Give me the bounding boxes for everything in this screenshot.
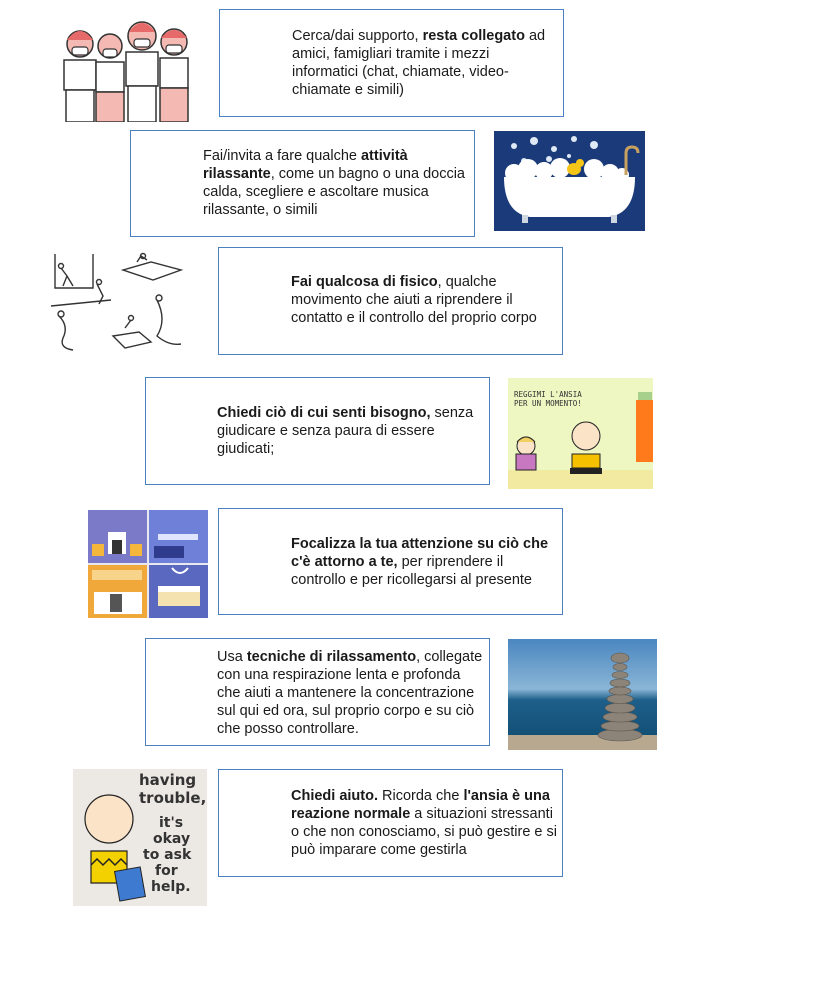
tip-text-7 <box>291 787 557 859</box>
tip-7-run-1: Chiedi aiuto. <box>291 788 378 804</box>
tip-text-1 <box>292 27 554 99</box>
people-hugging-image <box>58 14 200 122</box>
help-text-6: for <box>155 863 178 879</box>
help-text-1: having <box>139 771 197 789</box>
tip-text-4 <box>217 404 479 458</box>
charlie-brown-image <box>73 769 207 906</box>
help-text-5: to ask <box>143 847 192 863</box>
comic-caption-2: PER UN MOMENTO! <box>514 399 582 408</box>
tip-5-run-1: Focalizza la tua attenzione su ciò che c'è attorno a te, <box>291 536 549 570</box>
tip-2-run-3: , come un bagno o una doccia calda, scegliere e ascoltare musica rilassante, o simili <box>203 166 465 218</box>
tip-7-run-3: l'ansia è una reazione normale <box>291 788 550 822</box>
tip-text-3 <box>291 273 555 327</box>
tip-7-run-2: Ricorda che <box>378 788 464 804</box>
tip-2-run-1: Fai/invita a fare qualche <box>203 148 361 164</box>
tip-text-6 <box>217 648 483 738</box>
tip-text-5 <box>291 535 551 589</box>
bathtub-image <box>494 131 645 231</box>
help-text-4: okay <box>153 831 191 847</box>
tip-1-run-2: resta collegato <box>422 28 525 44</box>
tip-1-run-1: Cerca/dai supporto, <box>292 28 423 44</box>
tip-text-2 <box>203 147 465 219</box>
tip-4-run-2: senza giudicare e senza paura di essere giudicati; <box>217 405 474 457</box>
tip-7-run-4: a situazioni stressanti o che non conosciamo, si può gestire e si può imparare come gestirla <box>291 806 557 858</box>
tip-4-run-1: Chiedi ciò di cui senti bisogno, <box>217 405 431 421</box>
tip-6-run-2: tecniche di rilassamento <box>246 649 417 665</box>
rooms-collage-image <box>88 510 208 618</box>
tip-5-run-2: per riprendere il controllo e per ricollegarsi al presente <box>291 554 532 588</box>
stacked-stones-image <box>508 639 657 750</box>
help-text-7: help. <box>151 879 191 895</box>
tip-6-run-3: , collegate con una respirazione lenta e profonda che aiuti a mantenere la concentrazione sul qui ed ora, sul proprio corpo e su ciò che posso controllare. <box>217 649 483 737</box>
exercising-figures-image <box>47 250 199 354</box>
help-text-3: it's <box>159 815 184 831</box>
tip-6-run-1: Usa <box>217 649 247 665</box>
help-text-2: trouble, <box>139 789 207 807</box>
comic-caption: REGGIMI L'ANSIA <box>514 390 582 399</box>
tip-2-run-2: attività rilassante <box>203 148 408 182</box>
peanuts-comic-image <box>508 378 653 489</box>
tip-3-run-1: Fai qualcosa di fisico <box>291 274 438 290</box>
tip-3-run-2: , qualche movimento che aiuti a riprendere il contatto e il controllo del proprio corpo <box>291 274 537 326</box>
tip-1-run-3: ad amici, famigliari tramite i mezzi informatici (chat, chiamate, video-chiamate e simili) <box>292 28 546 98</box>
